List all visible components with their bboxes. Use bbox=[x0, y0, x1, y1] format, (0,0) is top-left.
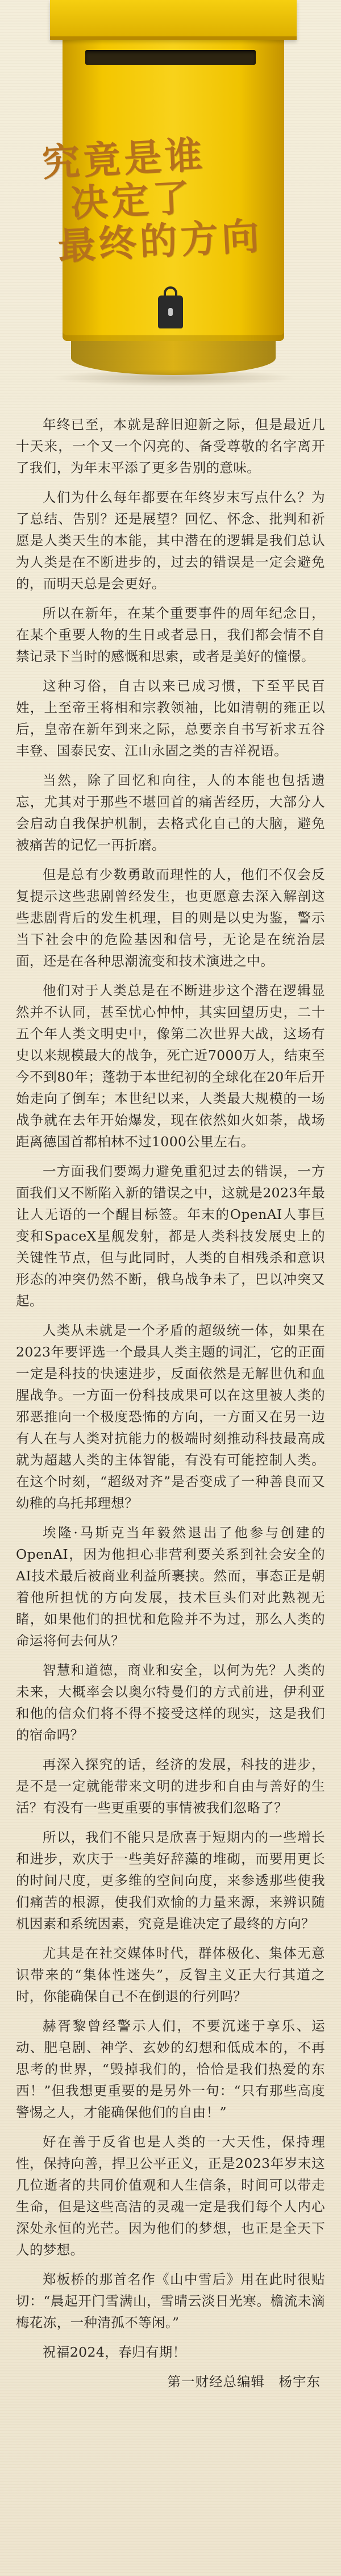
paragraph: 所以在新年，在某个重要事件的周年纪念日，在某个重要人物的生日或者忌日，我们都会情不自禁记录下当时的感慨和思索，或者是美好的憧憬。 bbox=[16, 605, 325, 664]
headline-line-2: 决定了 bbox=[69, 174, 194, 226]
mailbox-shadow bbox=[51, 369, 296, 386]
paragraph: 郑板桥的那首名作《山中雪后》用在此时很贴切：“晨起开门雪满山，雪晴云淡日光寒。檐流未滴梅花冻，一种清孤不等闲。” bbox=[16, 2271, 325, 2331]
headline bbox=[41, 130, 280, 268]
headline-line-3: 最终的方向 bbox=[57, 213, 264, 269]
paragraph: 祝福2024，春归有期！ bbox=[43, 2344, 186, 2360]
paragraph: 再深入探究的话，经济的发展，科技的进步，是不是一定就能带来文明的进步和自由与善好的生活？有没有一些更重要的事情被我们忽略了？ bbox=[16, 1757, 325, 1816]
paragraph: 所以，我们不能只是欣喜于短期内的一些增长和进步，欢庆于一些美好辞藻的堆砌，而要用更长的时间尺度，更多维的空间向度，来参透那些使我们痛苦的根源，使我们欢愉的力量来源，来辨识随机因素和系统因素，究竟是谁决定了最终的方向？ bbox=[16, 1829, 325, 1932]
paragraph: 年终已至，本就是辞旧迎新之际，但是最近几十天来，一个又一个闪亮的、备受尊敬的名字离开了我们，为年末平添了更多告别的意味。 bbox=[16, 417, 325, 476]
paragraph: 尤其是在社交媒体时代，群体极化、集体无意识带来的“集体性迷失”，反智主义正大行其道之时，你能确保自己不在倒退的行列吗？ bbox=[16, 1945, 325, 2004]
paragraph: 好在善于反省也是人类的一大天性，保持理性，保持向善，捍卫公平正义，正是2023年岁末这几位逝者的共同价值观和人生信条，时间可以带走生命，但是这些高洁的灵魂一定是我们每个人内心深处永恒的光芒。因为他们的梦想，也正是全天下人的梦想。 bbox=[16, 2134, 325, 2258]
paragraph: 他们对于人类总是在不断进步这个潜在逻辑显然并不认同，甚至忧心忡忡，其实回望历史，二十五个年人类文明史中，像第二次世界大战，这场有史以来规模最大的战争，死亡近7000万人，结束至今不到80年；蓬勃于本世纪初的全球化在20年后开始走向了倒车；本世纪以来，人类最大规模的一场战争就在去年开始爆发，现在依然如火如荼，战场距离德国首都柏林不过1000公里左右。 bbox=[16, 983, 325, 1150]
paragraph: 人们为什么每年都要在年终岁末写点什么？为了总结、告别？还是展望？回忆、怀念、批判和祈愿是人类天生的本能，其中潜在的逻辑是我们总认为人类是在不断进步的，过去的错误是一定会避免的，而明天总是会更好。 bbox=[16, 489, 325, 592]
paragraph: 赫胥黎曾经警示人们，不要沉迷于享乐、运动、肥皂剧、神学、玄妙的幻想和低成本的，不再思考的世界，“毁掉我们的，恰恰是我们热爱的东西！”但我想更重要的是另外一句：“只有那些高度警惕之人，才能确保他们的自由！” bbox=[16, 2018, 325, 2120]
mailbox-lid bbox=[50, 0, 297, 40]
headline-line-1: 究竟是谁 bbox=[41, 132, 207, 185]
paragraph: 人类从未就是一个矛盾的超级统一体，如果在2023年要评选一个最具人类主题的词汇，它的正面一定是科技的快速进步，反面依然是无解世仇和血腥战争。一方面一份科技成果可以在这里被人类的邪恶推向一个极度恐怖的方向，一方面又在另一边有人在与人类对抗能力的极端时刻推动科技最高成就为超越人类的主体智能，有没有可能控制人类。在这个时刻，“超级对齐”是否变成了一种善良而又幼稚的乌托邦理想？ bbox=[16, 1322, 325, 1511]
paragraph: 埃隆·马斯克当年毅然退出了他参与创建的OpenAI，因为他担心非营利要关系到社会安全的AI技术最后被商业利益所裹挟。然而，事态正是朝着他所担忧的方向发展，技术巨头们对此熟视无睹，如果他们的担忧和危险并不为过，那么人类的命运将何去何从？ bbox=[16, 1525, 325, 1649]
paragraph: 当然，除了回忆和向往，人的本能也包括遗忘，尤其对于那些不堪回首的痛苦经历，大部分人会启动自我保护机制，去格式化自己的大脑，避免被痛苦的记忆一再折磨。 bbox=[16, 772, 325, 853]
author-byline: 第一财经总编辑 杨宇东 bbox=[167, 2374, 321, 2390]
mailbox-slot bbox=[85, 50, 256, 65]
hero-illustration bbox=[0, 0, 341, 409]
article-body bbox=[16, 414, 325, 2392]
paragraph: 但是总有少数勇敢而理性的人，他们不仅会反复提示这些悲剧曾经发生，也更愿意去深入解剖这些悲剧背后的发生机理，目的则是以史为鉴，警示当下社会中的危险基因和信号，无论是在统治层面，还是在各种思潮流变和技术演进之中。 bbox=[16, 867, 325, 969]
lock-icon bbox=[158, 296, 183, 328]
paragraph: 一方面我们要竭力避免重犯过去的错误，一方面我们又不断陷入新的错误之中，这就是2023年最让人无语的一个醒目标签。年末的OpenAI人事巨变和SpaceX星舰发射，都是人类科技发展史上的关键性节点，但与此同时，人类的自相残杀和意识形态的冲突仍然不断，俄乌战争未了，巴以冲突又起。 bbox=[16, 1163, 325, 1309]
paragraph: 这种习俗，自古以来已成习惯，下至平民百姓，上至帝王将相和宗教领袖，比如清朝的雍正以后，皇帝在新年到来之际，总要亲自书写祈求五谷丰登、国泰民安、江山永固之类的吉祥祝语。 bbox=[16, 678, 325, 759]
paragraph: 智慧和道德，商业和安全，以何为先？人类的未来，大概率会以奥尔特曼们的方式前进，伊利亚和他的信众们将不得不接受这样的现实，这是我们的宿命吗？ bbox=[16, 1662, 325, 1743]
